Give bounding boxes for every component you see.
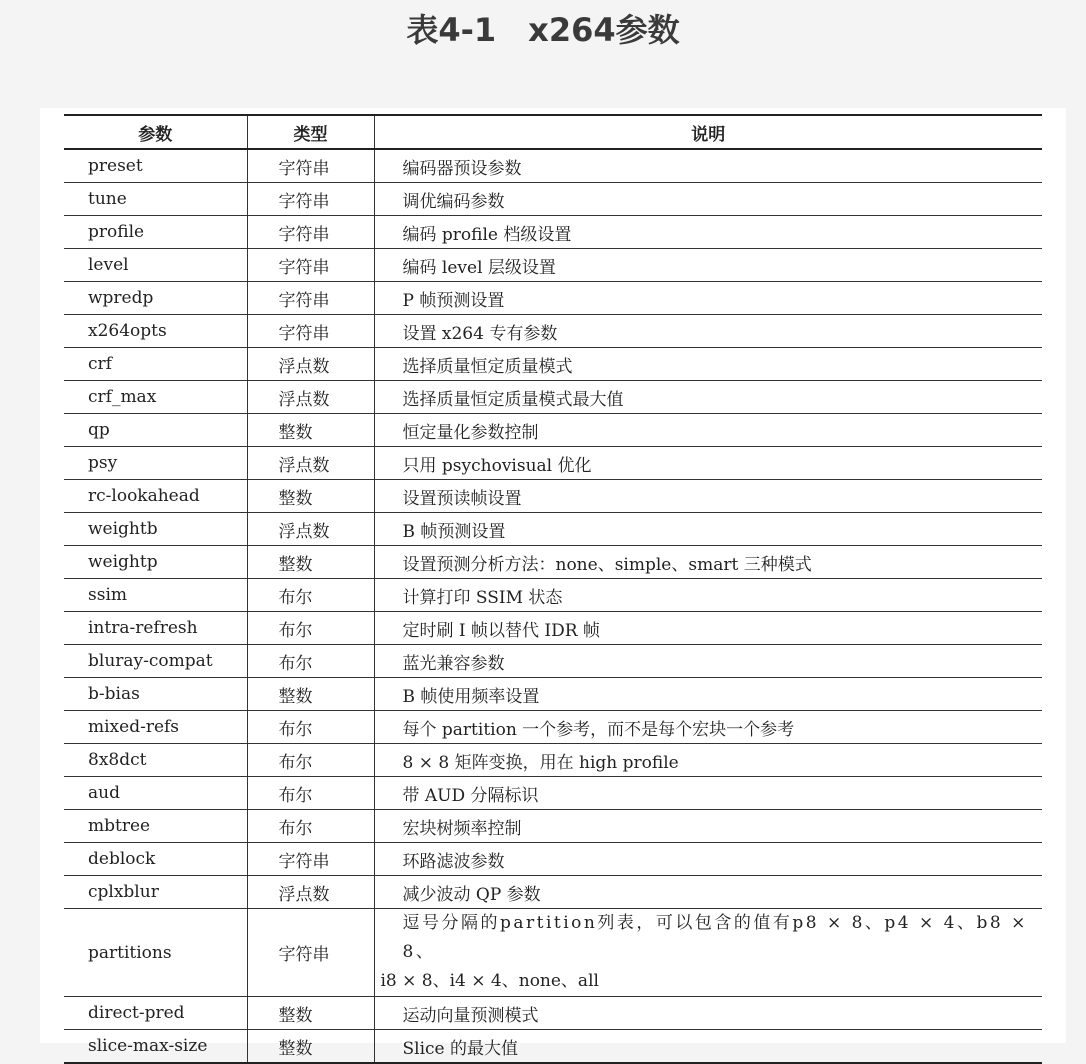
table-row [64, 282, 1042, 315]
table-row [64, 876, 1042, 909]
type-cell: 字符串 [247, 149, 374, 183]
table-row [64, 381, 1042, 414]
param-cell: aud [64, 777, 247, 810]
table-row [64, 249, 1042, 282]
type-cell: 整数 [247, 480, 374, 513]
type-cell: 字符串 [247, 249, 374, 282]
desc-cell: 宏块树频率控制 [374, 810, 1042, 843]
desc-cell: 编码器预设参数 [374, 149, 1042, 183]
table-row [64, 315, 1042, 348]
param-cell: mbtree [64, 810, 247, 843]
type-cell: 布尔 [247, 612, 374, 645]
type-cell: 字符串 [247, 909, 374, 997]
desc-cell: 设置预测分析方法：none、simple、smart 三种模式 [374, 546, 1042, 579]
type-cell: 布尔 [247, 744, 374, 777]
type-cell: 字符串 [247, 315, 374, 348]
param-cell: weightp [64, 546, 247, 579]
desc-cell: 设置预读帧设置 [374, 480, 1042, 513]
type-cell: 整数 [247, 414, 374, 447]
param-cell: direct-pred [64, 997, 247, 1030]
param-cell: deblock [64, 843, 247, 876]
table-header-row [64, 115, 1042, 149]
x264-params-table [64, 114, 1042, 1064]
param-cell: b-bias [64, 678, 247, 711]
desc-cell: 计算打印 SSIM 状态 [374, 579, 1042, 612]
type-cell: 浮点数 [247, 447, 374, 480]
desc-cell: Slice 的最大值 [374, 1030, 1042, 1064]
table-row [64, 447, 1042, 480]
table-row [64, 216, 1042, 249]
table-row [64, 645, 1042, 678]
type-cell: 字符串 [247, 282, 374, 315]
type-cell: 整数 [247, 546, 374, 579]
param-cell: tune [64, 183, 247, 216]
type-cell: 布尔 [247, 645, 374, 678]
desc-cell: B 帧预测设置 [374, 513, 1042, 546]
type-cell: 浮点数 [247, 348, 374, 381]
desc-cell: 每个 partition 一个参考，而不是每个宏块一个参考 [374, 711, 1042, 744]
desc-line-2: i8 × 8、i4 × 4、none、all [380, 971, 599, 991]
param-cell: mixed-refs [64, 711, 247, 744]
type-cell: 布尔 [247, 777, 374, 810]
desc-cell: 蓝光兼容参数 [374, 645, 1042, 678]
desc-cell: 恒定量化参数控制 [374, 414, 1042, 447]
param-cell: x264opts [64, 315, 247, 348]
desc-cell: 编码 profile 档级设置 [374, 216, 1042, 249]
table-row [64, 149, 1042, 183]
type-cell: 字符串 [247, 183, 374, 216]
param-cell: slice-max-size [64, 1030, 247, 1064]
desc-cell: 定时刷 I 帧以替代 IDR 帧 [374, 612, 1042, 645]
param-cell: wpredp [64, 282, 247, 315]
table-row [64, 579, 1042, 612]
table-row [64, 348, 1042, 381]
table-row [64, 612, 1042, 645]
table-row [64, 480, 1042, 513]
table-row [64, 513, 1042, 546]
table-row [64, 744, 1042, 777]
table-row [64, 678, 1042, 711]
table-page [40, 108, 1066, 1059]
param-cell: 8x8dct [64, 744, 247, 777]
desc-line-1: 逗号分隔的partition列表，可以包含的值有p8 × 8、p4 × 4、b8 × 8、 [402, 913, 1028, 962]
desc-cell: 选择质量恒定质量模式 [374, 348, 1042, 381]
desc-cell [374, 909, 1042, 997]
param-cell: cplxblur [64, 876, 247, 909]
param-cell: intra-refresh [64, 612, 247, 645]
type-cell: 整数 [247, 678, 374, 711]
type-cell: 布尔 [247, 810, 374, 843]
desc-cell: 带 AUD 分隔标识 [374, 777, 1042, 810]
desc-cell: 选择质量恒定质量模式最大值 [374, 381, 1042, 414]
desc-cell: 环路滤波参数 [374, 843, 1042, 876]
table-row [64, 843, 1042, 876]
header-type: 类型 [247, 115, 374, 149]
param-cell: psy [64, 447, 247, 480]
table-title: 表4-1 x264参数 [406, 11, 680, 49]
param-cell: bluray-compat [64, 645, 247, 678]
param-cell: rc-lookahead [64, 480, 247, 513]
param-cell: level [64, 249, 247, 282]
table-row [64, 546, 1042, 579]
param-cell: crf [64, 348, 247, 381]
table-row [64, 997, 1042, 1030]
param-cell: qp [64, 414, 247, 447]
type-cell: 整数 [247, 1030, 374, 1064]
type-cell: 浮点数 [247, 876, 374, 909]
table-row [64, 777, 1042, 810]
type-cell: 布尔 [247, 579, 374, 612]
table-row [64, 810, 1042, 843]
type-cell: 浮点数 [247, 513, 374, 546]
param-cell: ssim [64, 579, 247, 612]
type-cell: 布尔 [247, 711, 374, 744]
table-row [64, 414, 1042, 447]
desc-cell: 编码 level 层级设置 [374, 249, 1042, 282]
desc-cell: 运动向量预测模式 [374, 997, 1042, 1030]
type-cell: 字符串 [247, 843, 374, 876]
desc-cell: P 帧预测设置 [374, 282, 1042, 315]
desc-cell: 减少波动 QP 参数 [374, 876, 1042, 909]
header-param: 参数 [64, 115, 247, 149]
type-cell: 整数 [247, 997, 374, 1030]
desc-cell: B 帧使用频率设置 [374, 678, 1042, 711]
type-cell: 字符串 [247, 216, 374, 249]
param-cell: preset [64, 149, 247, 183]
desc-cell: 只用 psychovisual 优化 [374, 447, 1042, 480]
param-cell: partitions [64, 909, 247, 997]
param-cell: weightb [64, 513, 247, 546]
desc-cell: 8 × 8 矩阵变换，用在 high profile [374, 744, 1042, 777]
type-cell: 浮点数 [247, 381, 374, 414]
param-cell: crf_max [64, 381, 247, 414]
desc-cell: 设置 x264 专有参数 [374, 315, 1042, 348]
table-row [64, 183, 1042, 216]
desc-cell: 调优编码参数 [374, 183, 1042, 216]
table-row [64, 711, 1042, 744]
header-desc: 说明 [374, 115, 1042, 149]
table-row [64, 909, 1042, 997]
param-cell: profile [64, 216, 247, 249]
